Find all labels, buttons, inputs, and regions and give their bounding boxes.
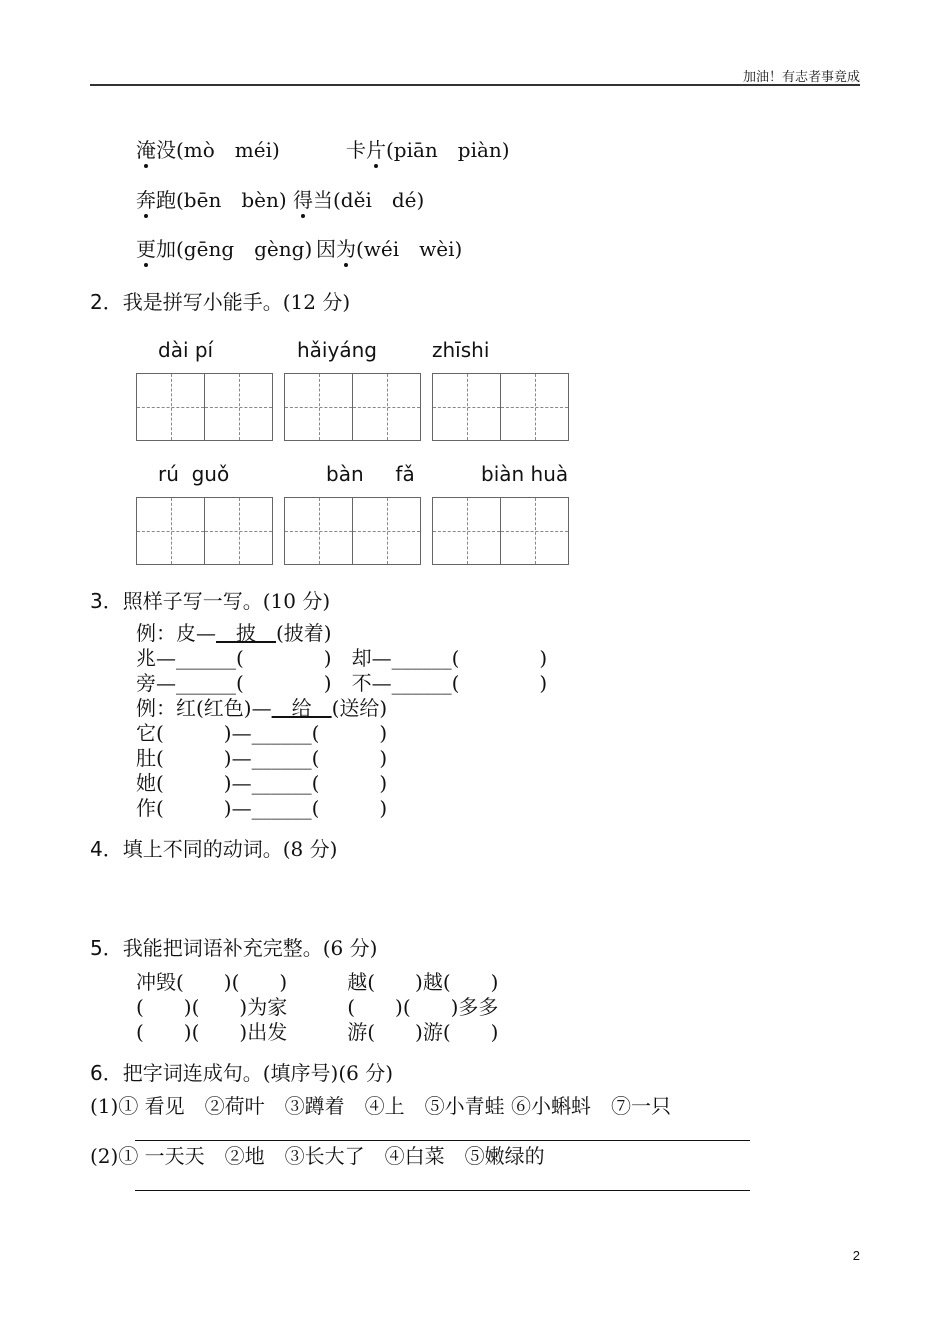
exercise-line: 她( )—______( ) [136, 771, 388, 795]
pinyin-label: zhīshi [432, 338, 490, 362]
sentence-words: (2)① 一天天 ②地 ③长大了 ④白菜 ⑤嫩绿的 [90, 1144, 545, 1168]
exercise-line: 它( )—______( ) [136, 721, 388, 745]
pinyin-label: hǎiyáng [297, 338, 377, 362]
question-5-title: 5．我能把词语补充完整。(6 分) [90, 936, 378, 960]
exercise-line: ( )( )为家 ( )( )多多 [136, 995, 499, 1019]
header-rule [90, 84, 860, 86]
exercise-line: 冲毁( )( ) 越( )越( ) [136, 970, 499, 994]
writing-grid[interactable] [136, 497, 273, 565]
pinyin-label: dài pí [158, 338, 214, 362]
writing-grid[interactable] [284, 497, 421, 565]
polyphone-item: 淹没(mò méi) [136, 134, 280, 163]
polyphone-item: 卡片(piān piàn) [346, 134, 510, 163]
polyphone-item: 得当(děi dé) [293, 184, 424, 213]
writing-grid[interactable] [284, 373, 421, 441]
polyphone-item: 更加(gēng gèng) [136, 233, 312, 262]
writing-grid[interactable] [136, 373, 273, 441]
question-4-title: 4．填上不同的动词。(8 分) [90, 837, 338, 861]
pinyin-label: rú guǒ [158, 462, 230, 486]
page-number: 2 [852, 1248, 860, 1263]
example-line: 例：红(红色)— 给 (送给) [136, 696, 388, 720]
answer-line[interactable] [135, 1190, 750, 1191]
sentence-words: (1)① 看见 ②荷叶 ③蹲着 ④上 ⑤小青蛙 ⑥小蝌蚪 ⑦一只 [90, 1094, 672, 1118]
exercise-line: 肚( )—______( ) [136, 746, 388, 770]
writing-grid[interactable] [432, 373, 569, 441]
polyphone-item: 奔跑(bēn bèn) [136, 184, 287, 213]
pinyin-label: biàn huà [481, 462, 569, 486]
answer-line[interactable] [135, 1140, 750, 1141]
writing-grid[interactable] [432, 497, 569, 565]
exercise-line: ( )( )出发 游( )游( ) [136, 1020, 499, 1044]
pinyin-label: bàn fǎ [326, 462, 415, 486]
example-line: 例：皮— 披 (披着) [136, 621, 332, 645]
polyphone-item: 因为(wéi wèi) [316, 233, 462, 262]
exercise-line: 旁—______( ) 不—______( ) [136, 671, 548, 695]
header-motto: 加油！有志者事竟成 [742, 70, 860, 85]
question-6-title: 6．把字词连成句。(填序号)(6 分) [90, 1061, 394, 1085]
exercise-line: 兆—______( ) 却—______( ) [136, 646, 548, 670]
question-3-title: 3．照样子写一写。(10 分) [90, 589, 331, 613]
question-2-title: 2．我是拼写小能手。(12 分) [90, 290, 351, 314]
exercise-line: 作( )—______( ) [136, 796, 388, 820]
